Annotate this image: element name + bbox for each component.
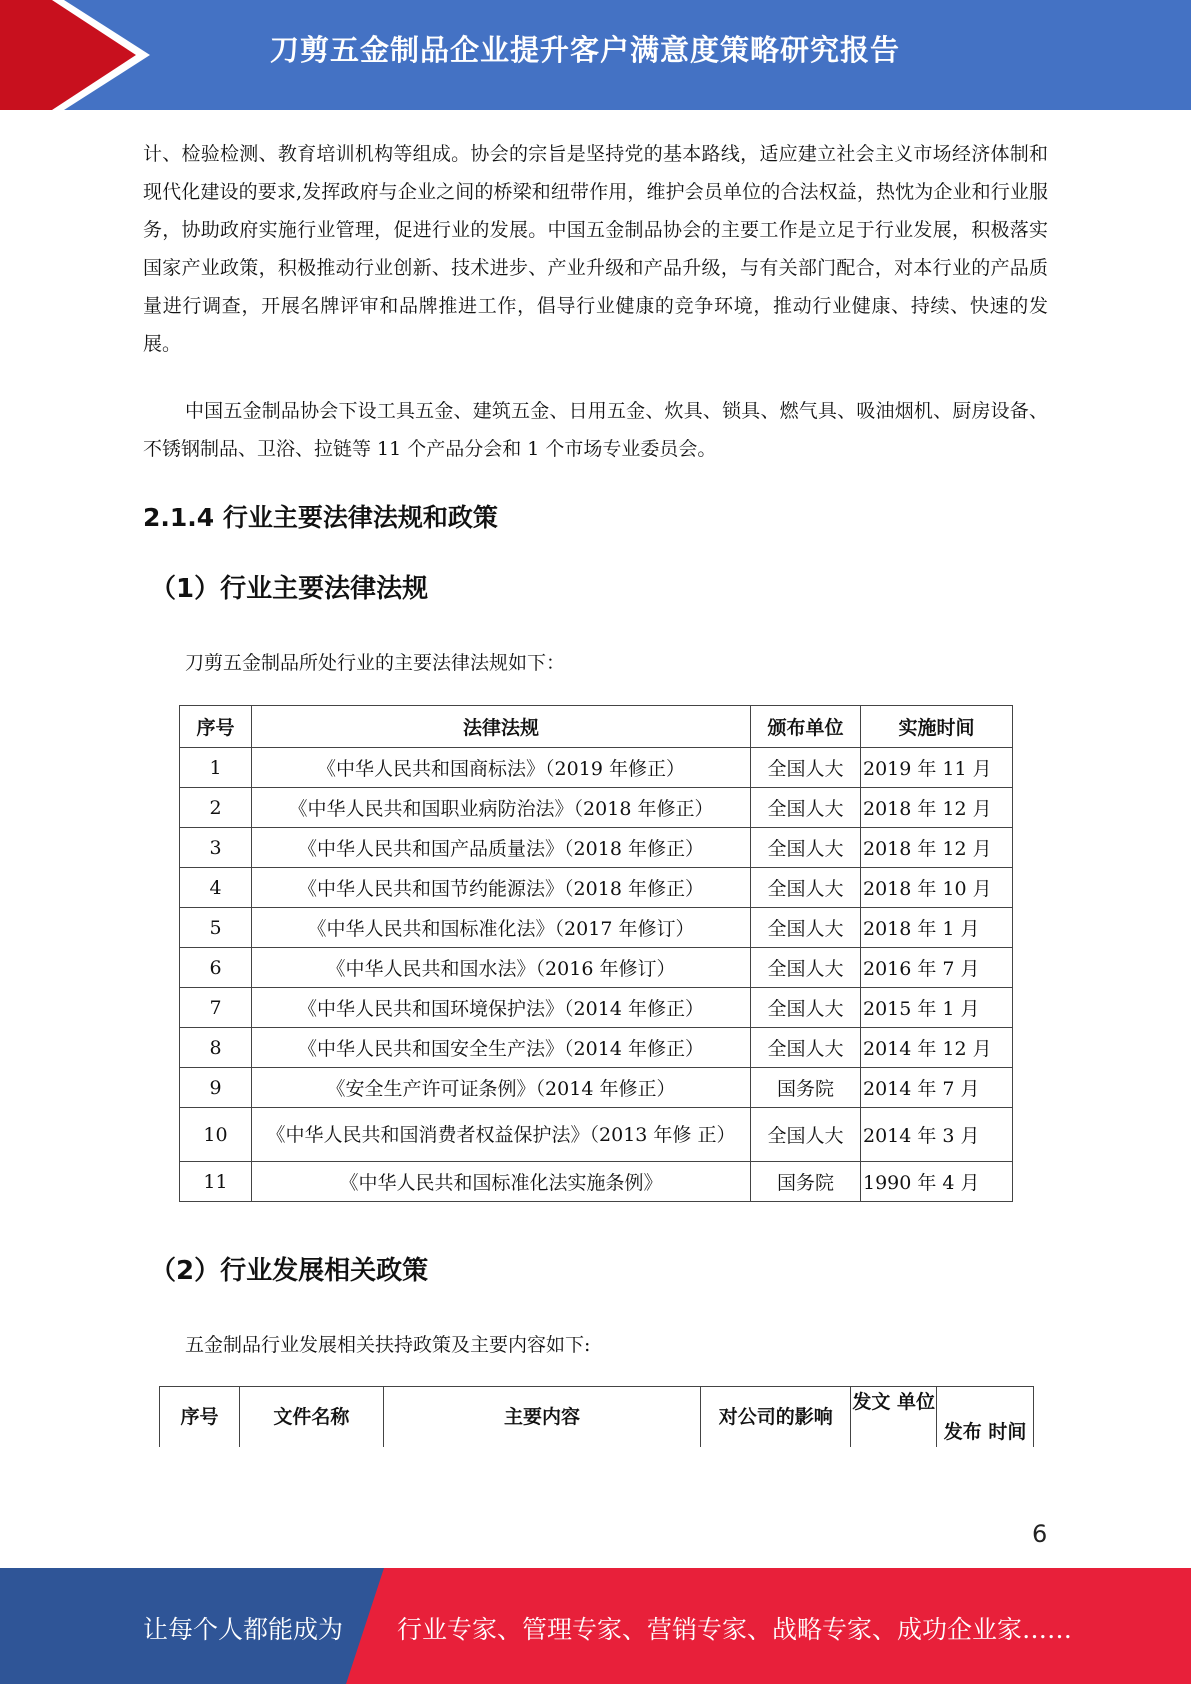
footer-slogan-right: 行业专家、管理专家、营销专家、战略专家、成功企业家…… xyxy=(397,1615,1073,1644)
table-row xyxy=(180,868,1013,908)
cell-law: 《安全生产许可证条例》（2014 年修正） xyxy=(252,1068,751,1108)
col-header-impact: 对公司的影响 xyxy=(701,1387,851,1447)
policy-table-header xyxy=(159,1386,1034,1447)
cell-law: 《中华人民共和国标准化法》（2017 年修订） xyxy=(252,908,751,948)
subheading-laws: （1）行业主要法律法规 xyxy=(150,574,429,604)
cell-date: 2014 年 12 月 xyxy=(861,1028,1013,1068)
table-row xyxy=(180,948,1013,988)
cell-law: 《中华人民共和国消费者权益保护法》（2013 年修 正） xyxy=(252,1108,751,1162)
cell-issuer: 全国人大 xyxy=(751,988,861,1028)
cell-law: 《中华人民共和国环境保护法》（2014 年修正） xyxy=(252,988,751,1028)
cell-issuer: 全国人大 xyxy=(751,948,861,988)
report-title: 刀剪五金制品企业提升客户满意度策略研究报告 xyxy=(270,33,901,67)
cell-issuer: 全国人大 xyxy=(751,1108,861,1162)
cell-date: 2014 年 3 月 xyxy=(861,1108,1013,1162)
page-footer xyxy=(0,1568,1191,1684)
laws-intro: 刀剪五金制品所处行业的主要法律法规如下： xyxy=(185,652,566,674)
cell-law: 《中华人民共和国产品质量法》（2018 年修正） xyxy=(252,828,751,868)
cell-issuer: 全国人大 xyxy=(751,748,861,788)
cell-number: 11 xyxy=(180,1162,252,1202)
policy-intro: 五金制品行业发展相关扶持政策及主要内容如下: xyxy=(185,1334,591,1356)
cell-date: 2018 年 1 月 xyxy=(861,908,1013,948)
cell-date: 2019 年 11 月 xyxy=(861,748,1013,788)
cell-law: 《中华人民共和国水法》（2016 年修订） xyxy=(252,948,751,988)
col-header-law: 法律法规 xyxy=(252,706,751,748)
table-row xyxy=(180,1162,1013,1202)
cell-number: 8 xyxy=(180,1028,252,1068)
cell-date: 2018 年 10 月 xyxy=(861,868,1013,908)
table-row xyxy=(180,828,1013,868)
cell-number: 3 xyxy=(180,828,252,868)
col-header-publish-date: 发布 时间 xyxy=(943,1421,1027,1443)
paragraph-association-branches: 中国五金制品协会下设工具五金、建筑五金、日用五金、炊具、锁具、燃气具、吸油烟机、厨房设备、不锈钢制品、卫浴、拉链等 11 个产品分会和 1 个市场专业委员会。 xyxy=(143,400,1048,460)
cell-issuer: 全国人大 xyxy=(751,788,861,828)
table-row xyxy=(180,1108,1013,1162)
cell-date: 2014 年 7 月 xyxy=(861,1068,1013,1108)
col-header-number: 序号 xyxy=(180,706,252,748)
cell-law: 《中华人民共和国安全生产法》（2014 年修正） xyxy=(252,1028,751,1068)
col-header-main-content: 主要内容 xyxy=(384,1387,702,1447)
cell-law: 《中华人民共和国节约能源法》（2018 年修正） xyxy=(252,868,751,908)
page-header xyxy=(0,0,1191,110)
col-header-number: 序号 xyxy=(160,1387,240,1447)
cell-number: 5 xyxy=(180,908,252,948)
table-row xyxy=(180,1068,1013,1108)
cell-date: 1990 年 4 月 xyxy=(861,1162,1013,1202)
col-header-issuer: 颁布单位 xyxy=(751,706,861,748)
section-heading: 2.1.4 行业主要法律法规和政策 xyxy=(143,503,498,532)
page-number: 6 xyxy=(1032,1520,1048,1548)
table-row xyxy=(180,788,1013,828)
laws-table xyxy=(179,705,1013,1202)
cell-number: 6 xyxy=(180,948,252,988)
cell-number: 2 xyxy=(180,788,252,828)
cell-law: 《中华人民共和国商标法》（2019 年修正） xyxy=(252,748,751,788)
header-chevron-arrow xyxy=(0,0,136,110)
table-row xyxy=(180,748,1013,788)
cell-issuer: 全国人大 xyxy=(751,1028,861,1068)
cell-date: 2018 年 12 月 xyxy=(861,788,1013,828)
table-row xyxy=(180,988,1013,1028)
cell-issuer: 全国人大 xyxy=(751,868,861,908)
footer-slogan-left: 让每个人都能成为 xyxy=(143,1615,344,1644)
laws-table-header-row xyxy=(180,706,1013,748)
paragraph-association-purpose: 计、检验检测、教育培训机构等组成。协会的宗旨是坚持党的基本路线，适应建立社会主义市场经济体制和现代化建设的要求,发挥政府与企业之间的桥梁和纽带作用，维护会员单位的合法权益，热忱为企业和行业服务，协助政府实施行业管理，促进行业的发展。中国五金制品协会的主要工作是立足于行业发展，积极落实国家产业政策，积极推动行业创新、技术进步、产业升级和产品升级，与有关部门配合，对本行业的产品质量进行调查，开展名牌评审和品牌推进工作，倡导行业健康的竞争环境，推动行业健康、持续、快速的发展。 xyxy=(143,143,1048,355)
cell-date: 2015 年 1 月 xyxy=(861,988,1013,1028)
col-header-issuing-unit: 发文 单位 xyxy=(851,1387,937,1447)
table-row xyxy=(180,908,1013,948)
table-row xyxy=(180,1028,1013,1068)
cell-issuer: 国务院 xyxy=(751,1162,861,1202)
cell-number: 7 xyxy=(180,988,252,1028)
subheading-policies: （2）行业发展相关政策 xyxy=(150,1256,429,1286)
cell-issuer: 全国人大 xyxy=(751,908,861,948)
cell-number: 4 xyxy=(180,868,252,908)
cell-date: 2016 年 7 月 xyxy=(861,948,1013,988)
cell-number: 9 xyxy=(180,1068,252,1108)
cell-law: 《中华人民共和国标准化法实施条例》 xyxy=(252,1162,751,1202)
cell-number: 1 xyxy=(180,748,252,788)
cell-issuer: 国务院 xyxy=(751,1068,861,1108)
cell-date: 2018 年 12 月 xyxy=(861,828,1013,868)
col-header-document-name: 文件名称 xyxy=(240,1387,384,1447)
cell-number: 10 xyxy=(180,1108,252,1162)
col-header-effective-date: 实施时间 xyxy=(861,706,1013,748)
cell-law: 《中华人民共和国职业病防治法》（2018 年修正） xyxy=(252,788,751,828)
cell-issuer: 全国人大 xyxy=(751,828,861,868)
